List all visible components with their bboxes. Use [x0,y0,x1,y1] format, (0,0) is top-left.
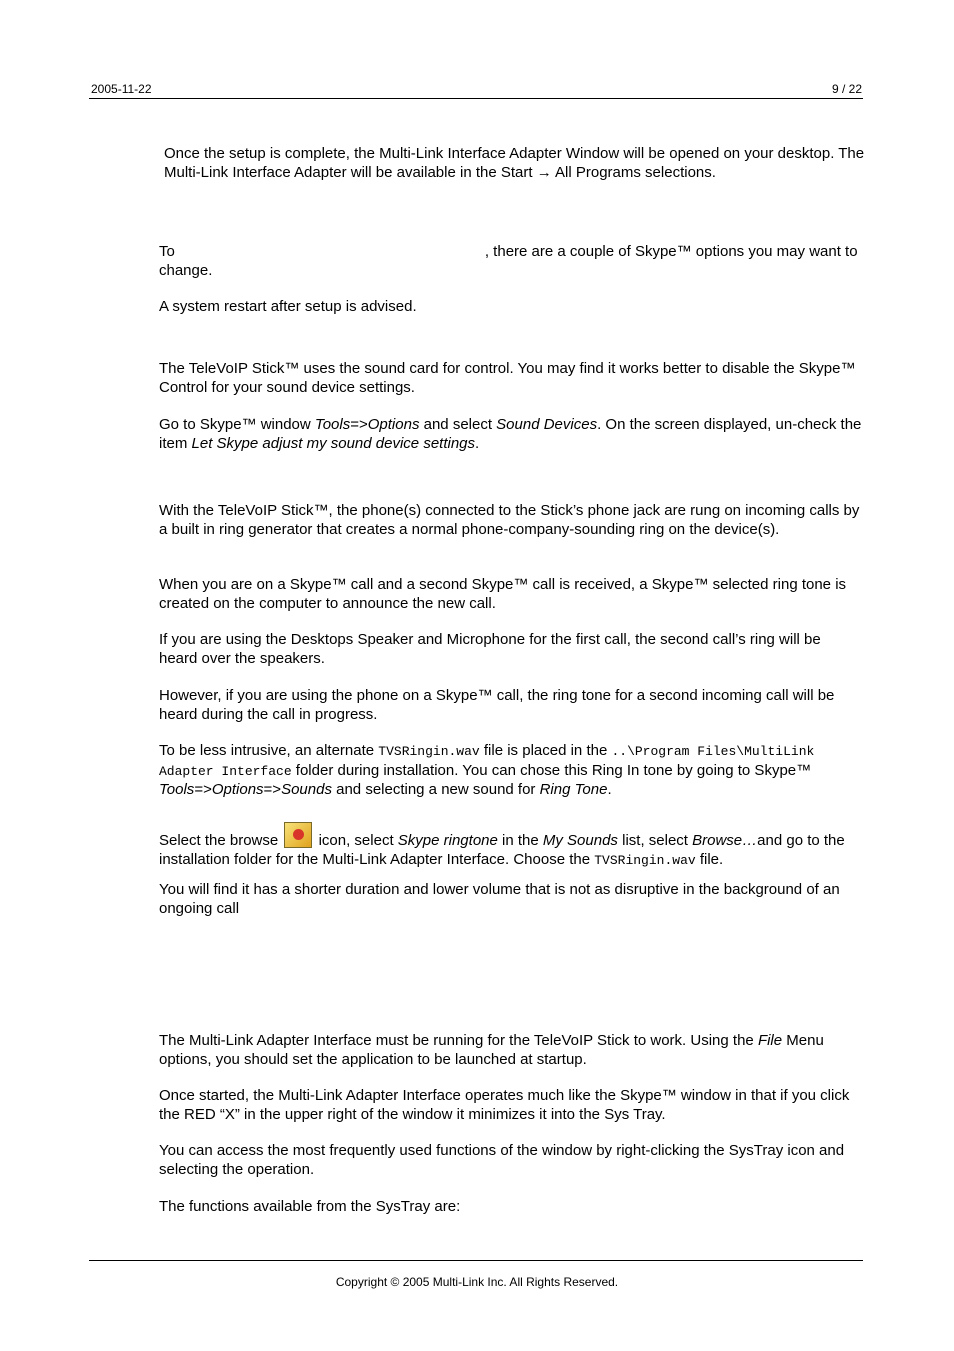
text: . [475,434,480,452]
sound-devices-paragraph [159,416,863,453]
install-path: ..\Program Files\MultiLink Adapter Interface [159,744,815,779]
setup-complete-paragraph: Once the setup is complete, the Multi-Link Interface Adapter Window will be opened on your desktop. The Multi-Link Interface Adapter will be available in the Start → All Programs selections. [164,145,865,181]
sounds-menu: Sounds [281,781,332,798]
text: . On the screen displayed, un-check the item [159,416,862,452]
header-date: 2005-11-22 [91,82,152,96]
text: Select the browse [159,832,283,849]
functions-intro-paragraph: The functions available from the SysTray are: [159,1198,461,1215]
text: Menu options, you should set the application to be launched at startup. [159,1032,824,1068]
ring-tone-label: Ring Tone [539,781,608,798]
ringin-filename: TVSRingin.wav [378,744,480,759]
text: => [263,781,282,798]
footer-rule [89,1260,863,1261]
phone-call-paragraph: However, if you are using the phone on a Skype™ call, the ring tone for a second incoming call will be heard during the call in progress. [159,687,835,723]
tools-menu: Tools [159,781,195,798]
text: Go to Skype™ window [159,416,315,433]
file-menu-label: File [757,1032,783,1049]
text: => [194,781,212,798]
text: To [159,243,175,260]
second-call-paragraph: When you are on a Skype™ call and a second Skype™ call is received, a Skype™ selected ring tone is created on the computer to announce the new call. [159,576,847,612]
browse-folder-icon [284,822,312,848]
ring-generator-paragraph: With the TeleVoIP Stick™, the phone(s) connected to the Stick’s phone jack are rung on incoming calls by a built in ring generator that creates a normal phone-company-sounding ring on the device(s). [159,502,860,538]
header-page-number: 9 / 22 [831,82,862,96]
sys-tray-paragraph: Once started, the Multi-Link Adapter Interface operates much like the Skype™ window in that if you click the RED “X” in the upper right of the window it minimizes it into the Sys Tray. [159,1087,850,1123]
must-be-running-paragraph [159,1032,863,1069]
text: folder during installation. You can chose this Ring In tone by going to Skype™ [291,761,812,779]
speakers-paragraph: If you are using the Desktops Speaker and Microphone for the first call, the second call’s ring will be heard over the speakers. [159,631,821,667]
options-menu: Options [367,416,420,433]
options-menu: Options [211,781,264,798]
text: => [350,416,368,433]
alternate-ringtone-paragraph [159,742,863,800]
tools-menu: Tools [314,416,351,433]
sound-card-paragraph: The TeleVoIP Stick™ uses the sound card for control. You may find it works better to disable the Skype™ Control for your sound device settings. [159,360,856,396]
skype-ringtone-label: Skype ringtone [397,832,498,849]
text: and go to the installation folder for the Multi-Link Adapter Interface. Choose the [159,832,845,868]
text: file is placed in the [479,742,612,759]
right-click-paragraph: You can access the most frequently used functions of the window by right-clicking the SysTray icon and selecting the operation. [159,1142,845,1178]
header-rule [89,98,863,99]
text: . [607,781,612,798]
my-sounds-label: My Sounds [542,832,618,849]
ringin-filename: TVSRingin.wav [594,852,696,868]
footer-copyright: Copyright © 2005 Multi-Link Inc. All Rights Reserved. [335,1275,619,1289]
browse-label: Browse… [692,832,758,849]
text: icon, select [314,832,398,849]
restart-paragraph: A system restart after setup is advised. [159,298,417,315]
text: list, select [617,832,693,849]
text: To be less intrusive, an alternate [159,742,379,759]
browse-paragraph [159,822,863,870]
text: and select [419,416,497,433]
shorter-duration-paragraph: You will find it has a shorter duration and lower volume that is not as disruptive in the background of an ongoing call [159,881,840,917]
text: in the [497,832,543,849]
text: file. [695,850,724,868]
text: and selecting a new sound for [331,781,540,798]
let-skype-label: Let Skype adjust my sound device settings [191,434,476,452]
skype-options-paragraph [159,243,863,280]
text: The Multi-Link Adapter Interface must be running for the TeleVoIP Stick to work. Using the [159,1032,758,1049]
text: , there are a couple of Skype™ options you may want to change. [159,243,858,279]
sound-devices-label: Sound Devices [496,416,598,433]
